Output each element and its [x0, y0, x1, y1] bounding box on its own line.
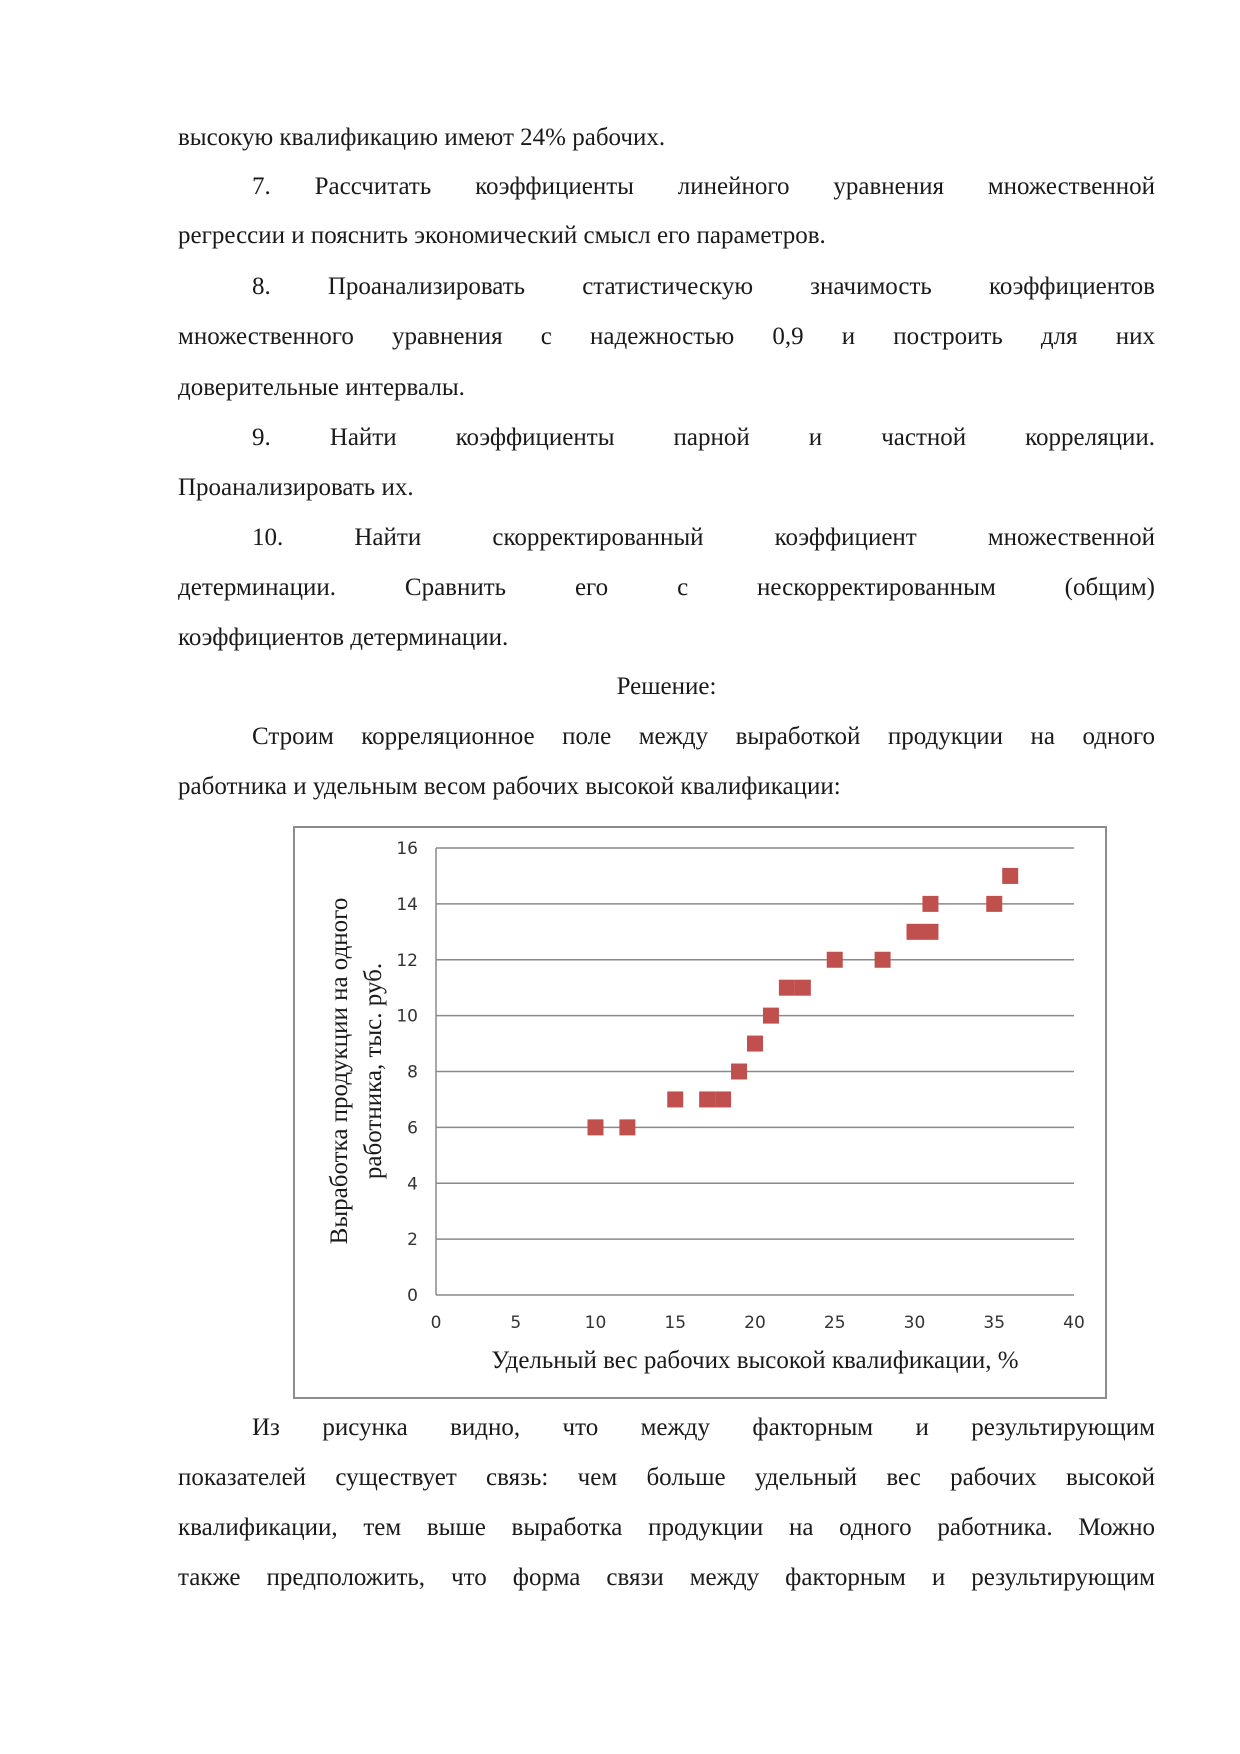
chart-canvas — [295, 828, 1109, 1401]
text-line: множественного уравнения с надежностью 0,9 и построить для них — [178, 323, 1155, 350]
y-tick-label: 14 — [396, 894, 418, 915]
text-line: доверительные интервалы. — [178, 374, 465, 401]
x-axis-title: Удельный вес рабочих высокой квалификации, % — [491, 1347, 1019, 1374]
data-point — [731, 1064, 747, 1080]
text-line: Проанализировать их. — [178, 474, 414, 501]
y-tick-label: 16 — [396, 839, 418, 859]
data-point — [667, 1091, 683, 1107]
data-point — [907, 924, 923, 940]
text-line: 7. Рассчитать коэффициенты линейного уравнения множественной — [252, 173, 1155, 200]
data-point — [763, 1008, 779, 1024]
x-tick-label: 5 — [510, 1313, 522, 1333]
y-tick-label: 8 — [407, 1062, 418, 1083]
data-point — [747, 1036, 763, 1052]
text-line: 9. Найти коэффициенты парной и частной корреляции. — [252, 424, 1155, 451]
text-line: квалификации, тем выше выработка продукции на одного работника. Можно — [178, 1514, 1155, 1541]
text-line: 10. Найти скорректированный коэффициент множественной — [252, 524, 1155, 551]
data-point — [715, 1091, 731, 1107]
text-line: показателей существует связь: чем больше удельный вес рабочих высокой — [178, 1464, 1155, 1491]
text-line: Строим корреляционное поле между выработкой продукции на одного — [252, 723, 1155, 750]
data-point — [779, 980, 795, 996]
section-heading: Решение: — [616, 673, 717, 700]
data-point — [875, 952, 891, 968]
scatter-chart — [293, 826, 1107, 1399]
y-tick-label: 6 — [407, 1118, 418, 1139]
y-tick-label: 12 — [396, 950, 418, 971]
data-point — [827, 952, 843, 968]
y-tick-label: 2 — [407, 1230, 418, 1251]
text-line: регрессии и пояснить экономический смысл его параметров. — [178, 222, 826, 249]
data-point — [922, 924, 938, 940]
y-axis-title: Выработка продукции на одного — [326, 897, 353, 1245]
x-tick-label: 30 — [903, 1313, 926, 1333]
data-point — [588, 1119, 604, 1135]
data-point — [795, 980, 811, 996]
y-tick-label: 4 — [407, 1174, 418, 1195]
text-line: работника и удельным весом рабочих высокой квалификации: — [178, 773, 841, 800]
text-line: высокую квалификацию имеют 24% рабочих. — [178, 124, 666, 151]
y-tick-label: 10 — [396, 1006, 418, 1027]
data-point — [1002, 868, 1018, 884]
data-point — [922, 896, 938, 912]
data-point — [619, 1119, 635, 1135]
x-tick-label: 20 — [744, 1313, 766, 1333]
x-tick-label: 35 — [983, 1313, 1006, 1333]
x-tick-label: 40 — [1063, 1313, 1085, 1333]
data-point — [986, 896, 1002, 912]
y-tick-label: 0 — [407, 1286, 418, 1306]
x-tick-label: 0 — [430, 1313, 442, 1333]
text-line: детерминации. Сравнить его с нескорректированным (общим) — [178, 574, 1155, 601]
data-point — [699, 1091, 715, 1107]
y-axis-title: работника, тыс. руб. — [360, 962, 387, 1180]
x-tick-label: 15 — [664, 1313, 687, 1333]
x-tick-label: 10 — [584, 1313, 607, 1333]
text-line: 8. Проанализировать статистическую значимость коэффициентов — [252, 273, 1155, 300]
text-line: также предположить, что форма связи между факторным и результирующим — [178, 1564, 1155, 1591]
x-tick-label: 25 — [823, 1313, 846, 1333]
text-line: Из рисунка видно, что между факторным и результирующим — [252, 1414, 1155, 1441]
text-line: коэффициентов детерминации. — [178, 624, 509, 651]
